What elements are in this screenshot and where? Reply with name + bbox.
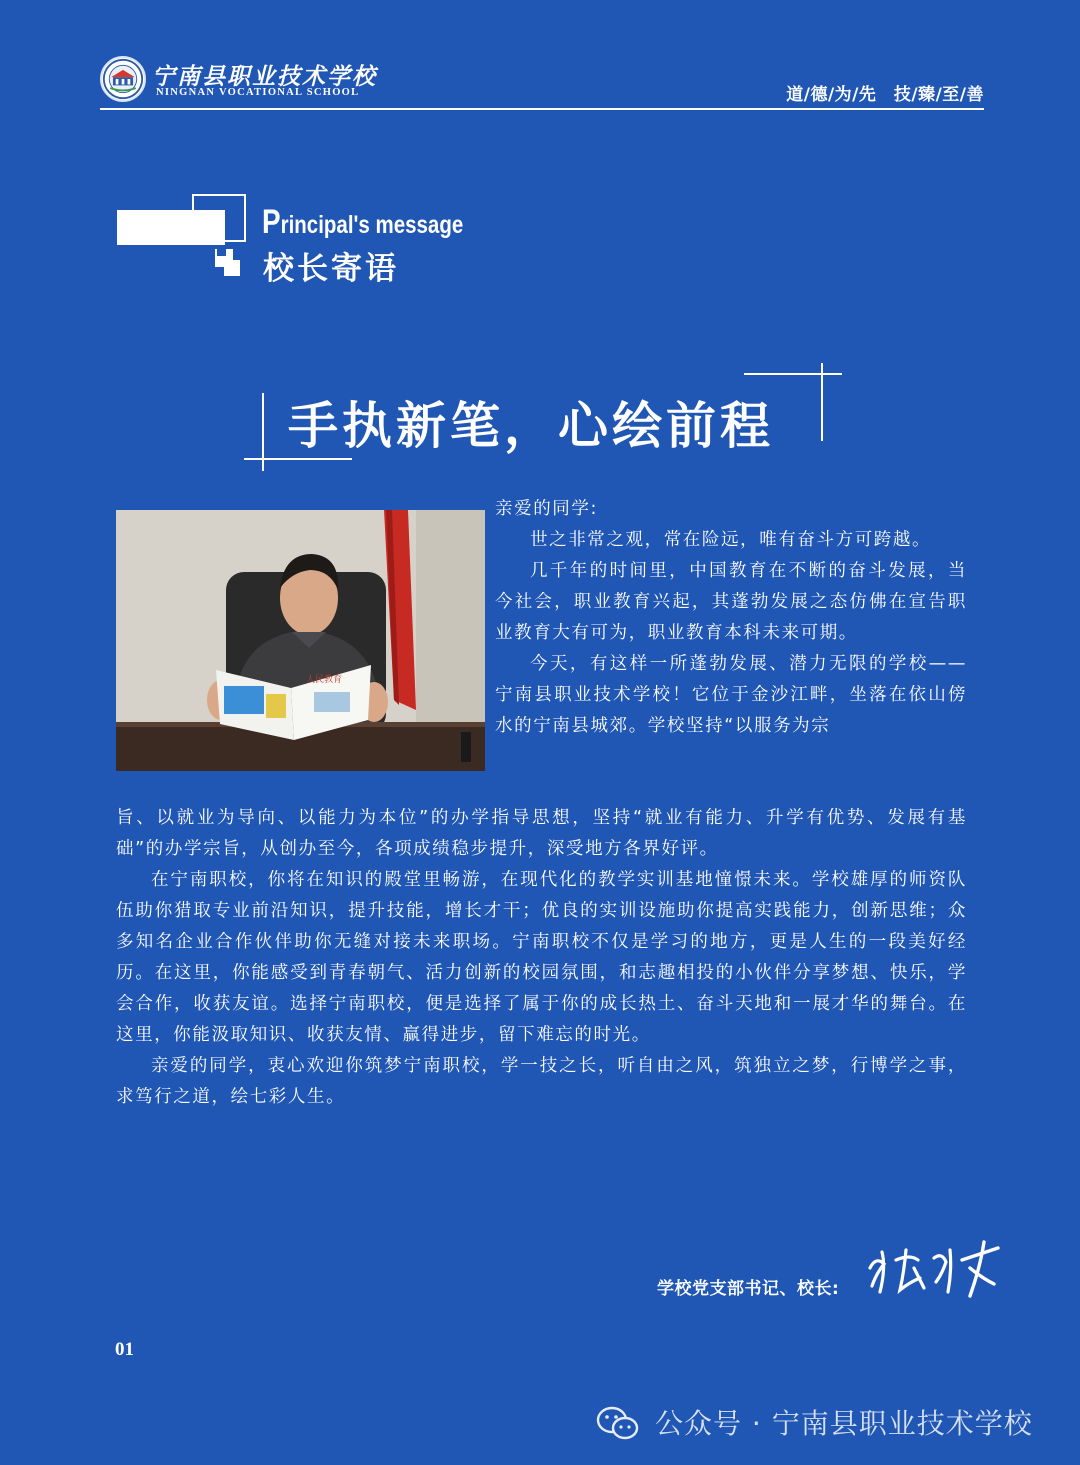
article-paragraph-2: 几千年的时间里，中国教育在不断的奋斗发展，当今社会，职业教育兴起，其蓬勃发展之态仿佛在宣告职业教育大有可为，职业教育本科未来可期。 — [495, 561, 967, 643]
wechat-icon — [596, 1405, 640, 1441]
section-decoration-icon — [115, 193, 250, 278]
article-paragraph-3a: 今天，有这样一所蓬勃发展、潜力无限的学校——宁南县职业技术学校！它位于金沙江畔，坐落在依山傍水的宁南县城郊。学校坚持“以服务为宗 — [495, 654, 967, 736]
section-label-cn: 校长寄语 — [263, 251, 399, 287]
principal-photo — [116, 510, 485, 771]
page-header — [100, 52, 984, 110]
signature-label: 学校党支部书记、校长: — [657, 1279, 840, 1299]
school-name-cn: 宁南县职业技术学校 — [152, 63, 377, 90]
article-body-top — [495, 494, 967, 742]
page-number: 01 — [115, 1339, 134, 1360]
article-greeting: 亲爱的同学: — [495, 499, 598, 519]
article-body-bottom — [116, 803, 967, 1113]
article-paragraph-3b: 旨、以就业为导向、以能力为本位”的办学指导思想，坚持“就业有能力、升学有优势、发展有基础”的办学宗旨，从创办至今，各项成绩稳步提升，深受地方各界好评。 — [116, 808, 967, 859]
magazine-title: 人民教育 — [306, 675, 343, 685]
school-logo-icon — [100, 56, 146, 102]
section-label-rest: rincipal's message — [280, 211, 464, 239]
section-label-en — [262, 203, 463, 242]
school-motto: 道/德/为/先 技/臻/至/善 — [786, 85, 984, 105]
article-title: 手执新笔，心绘前程 — [288, 397, 774, 455]
school-name-en: NINGNAN VOCATIONAL SCHOOL — [156, 87, 360, 98]
section-label-initial: P — [262, 203, 281, 241]
header-divider — [100, 108, 984, 110]
article-paragraph-4: 在宁南职校，你将在知识的殿堂里畅游，在现代化的教学实训基地憧憬未来。学校雄厚的师资队伍助你猎取专业前沿知识，提升技能，增长才干；优良的实训设施助你提高实践能力，创新思维；众多知名企业合作伙伴助你无缝对接未来职场。宁南职校不仅是学习的地方，更是人生的一段美好经历。在这里，你能感受到青春朝气、活力创新的校园氛围，和志趣相投的小伙伴分享梦想、快乐，学会合作，收获友谊。选择宁南职校，便是选择了属于你的成长热土、奋斗天地和一展才华的舞台。在这里，你能汲取知识、收获友情、赢得进步，留下难忘的时光。 — [116, 870, 967, 1045]
handwritten-signature-icon — [862, 1238, 1007, 1300]
article-paragraph-5: 亲爱的同学，衷心欢迎你筑梦宁南职校，学一技之长，听自由之风，筑独立之梦，行博学之事，求笃行之道，绘七彩人生。 — [116, 1056, 967, 1107]
watermark-text: 公众号 · 宁南县职业技术学校 — [655, 1407, 1033, 1440]
article-paragraph-1: 世之非常之观，常在险远，唯有奋斗方可跨越。 — [530, 530, 932, 550]
